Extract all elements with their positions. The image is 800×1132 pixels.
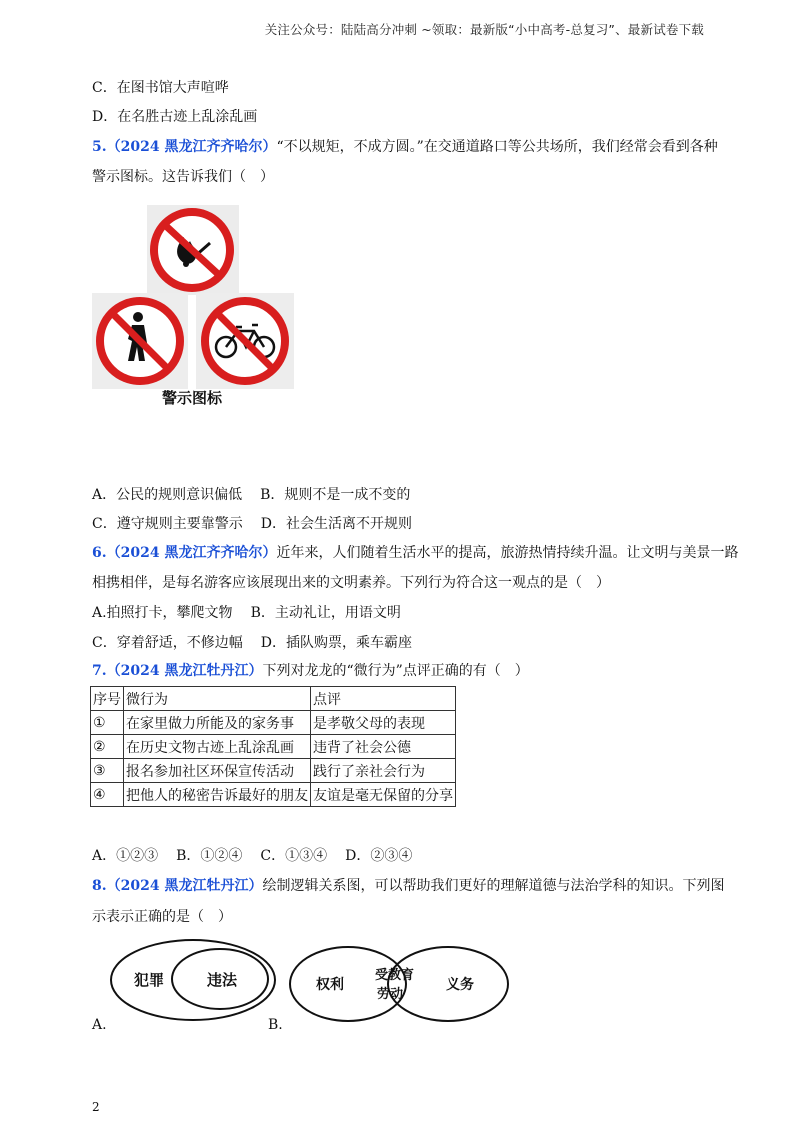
table-row: [91, 711, 456, 735]
q5-stem-text: “不以规矩，不成方圆。”在交通道路口等公共场所，我们经常会看到各种: [276, 139, 718, 155]
table-cell: 友谊是毫无保留的分享: [311, 783, 456, 807]
diagram-b: [288, 944, 510, 1024]
q8-stem-text: 绘制逻辑关系图，可以帮助我们更好的理解道德与法治学科的知识。下列图: [262, 878, 725, 894]
q6-option-b: B．主动礼让，用语文明: [250, 605, 401, 621]
table-header-cell: 序号: [91, 687, 124, 711]
page-number: 2: [92, 1100, 100, 1114]
q7-option-d: D．②③④: [345, 848, 413, 864]
q7-stem-text: 下列对龙龙的“微行为”点评正确的有（ ）: [262, 663, 529, 679]
q7-table: [90, 686, 456, 807]
table-cell: 践行了亲社会行为: [311, 759, 456, 783]
table-cell: ③: [91, 759, 124, 783]
q5-option-d: D．社会生活离不开规则: [260, 516, 412, 532]
q5-options-row2: [92, 515, 412, 533]
q6-stem-line2: 相携相伴，是每名游客应该展现出来的文明素养。下列行为符合这一观点的是（ ）: [92, 575, 610, 591]
q5-stem-line1: [92, 138, 718, 156]
diagram-a-label: A.: [92, 1017, 107, 1033]
diagram-b-middle-line2: 劳动: [377, 987, 404, 1002]
q6-option-a: A.拍照打卡，攀爬文物: [92, 605, 233, 621]
table-cell: ①: [91, 711, 124, 735]
q6-option-d: D．插队购票，乘车霸座: [260, 635, 412, 651]
q8-stem-line2: 示表示正确的是（ ）: [92, 909, 232, 925]
table-cell: ②: [91, 735, 124, 759]
q8-stem-line1: [92, 877, 724, 895]
q6-number: 6.: [92, 545, 107, 561]
page-header: 关注公众号：陆陆高分冲刺 ~领取：最新版“小中高考-总复习”、最新试卷下载: [264, 22, 704, 37]
no-pedestrian-icon: [100, 301, 180, 381]
table-row: [91, 735, 456, 759]
q5-number: 5.: [92, 139, 107, 155]
q5-option-a: A．公民的规则意识偏低: [92, 487, 243, 503]
q5-option-c: C．遵守规则主要靠警示: [92, 516, 243, 532]
table-header-cell: 微行为: [124, 687, 311, 711]
table-cell: 把他人的秘密告诉最好的朋友: [124, 783, 311, 807]
q7-option-b: B．①②④: [176, 848, 243, 864]
q6-option-c: C．穿着舒适，不修边幅: [92, 635, 243, 651]
no-bicycle-icon: [205, 301, 285, 381]
q6-options-row1: [92, 604, 401, 622]
table-header-row: [91, 687, 456, 711]
diagram-a-outer-label: 犯罪: [134, 971, 165, 989]
q6-source: （2024 黑龙江齐齐哈尔）: [106, 545, 277, 561]
q7-options: [92, 847, 412, 865]
q7-table-wrapper: [90, 686, 456, 807]
q6-stem-line1: [92, 544, 738, 562]
table-cell: ④: [91, 783, 124, 807]
table-row: [91, 759, 456, 783]
prev-option-d: D．在名胜古迹上乱涂乱画: [92, 109, 258, 125]
warning-signs-caption: 警示图标: [162, 389, 223, 407]
table-cell: 报名参加社区环保宣传活动: [124, 759, 311, 783]
q5-stem-line2: 警示图标。这告诉我们（ ）: [92, 169, 274, 185]
table-cell: 在家里做力所能及的家务事: [124, 711, 311, 735]
q5-options-row1: [92, 486, 410, 504]
q7-stem: [92, 662, 529, 680]
no-fire-icon: [154, 212, 230, 288]
diagram-a-inner-label: 违法: [207, 971, 238, 989]
q8-source: （2024 黑龙江牡丹江）: [106, 878, 263, 894]
q5-option-b: B．规则不是一成不变的: [260, 487, 411, 503]
diagram-a: [108, 937, 278, 1023]
prev-option-c: C．在图书馆大声喧哗: [92, 80, 229, 96]
q7-number: 7.: [92, 663, 107, 679]
q6-stem-text: 近年来，人们随着生活水平的提高，旅游热情持续升温。让文明与美景一路: [276, 545, 739, 561]
q7-option-a: A．①②③: [92, 848, 159, 864]
q6-options-row2: [92, 634, 412, 652]
q7-source: （2024 黑龙江牡丹江）: [106, 663, 263, 679]
diagram-b-left-label: 权利: [316, 977, 344, 993]
table-cell: 在历史文物古迹上乱涂乱画: [124, 735, 311, 759]
table-header-cell: 点评: [311, 687, 456, 711]
diagram-b-middle-line1: 受教育: [375, 968, 415, 983]
q5-source: （2024 黑龙江齐齐哈尔）: [106, 139, 277, 155]
table-cell: 违背了社会公德: [311, 735, 456, 759]
diagram-b-label: B.: [268, 1017, 283, 1033]
warning-signs-image: [92, 205, 294, 415]
table-cell: 是孝敬父母的表现: [311, 711, 456, 735]
table-row: [91, 783, 456, 807]
diagram-b-right-label: 义务: [446, 977, 474, 993]
q8-number: 8.: [92, 878, 107, 894]
q7-option-c: C．①③④: [260, 848, 328, 864]
